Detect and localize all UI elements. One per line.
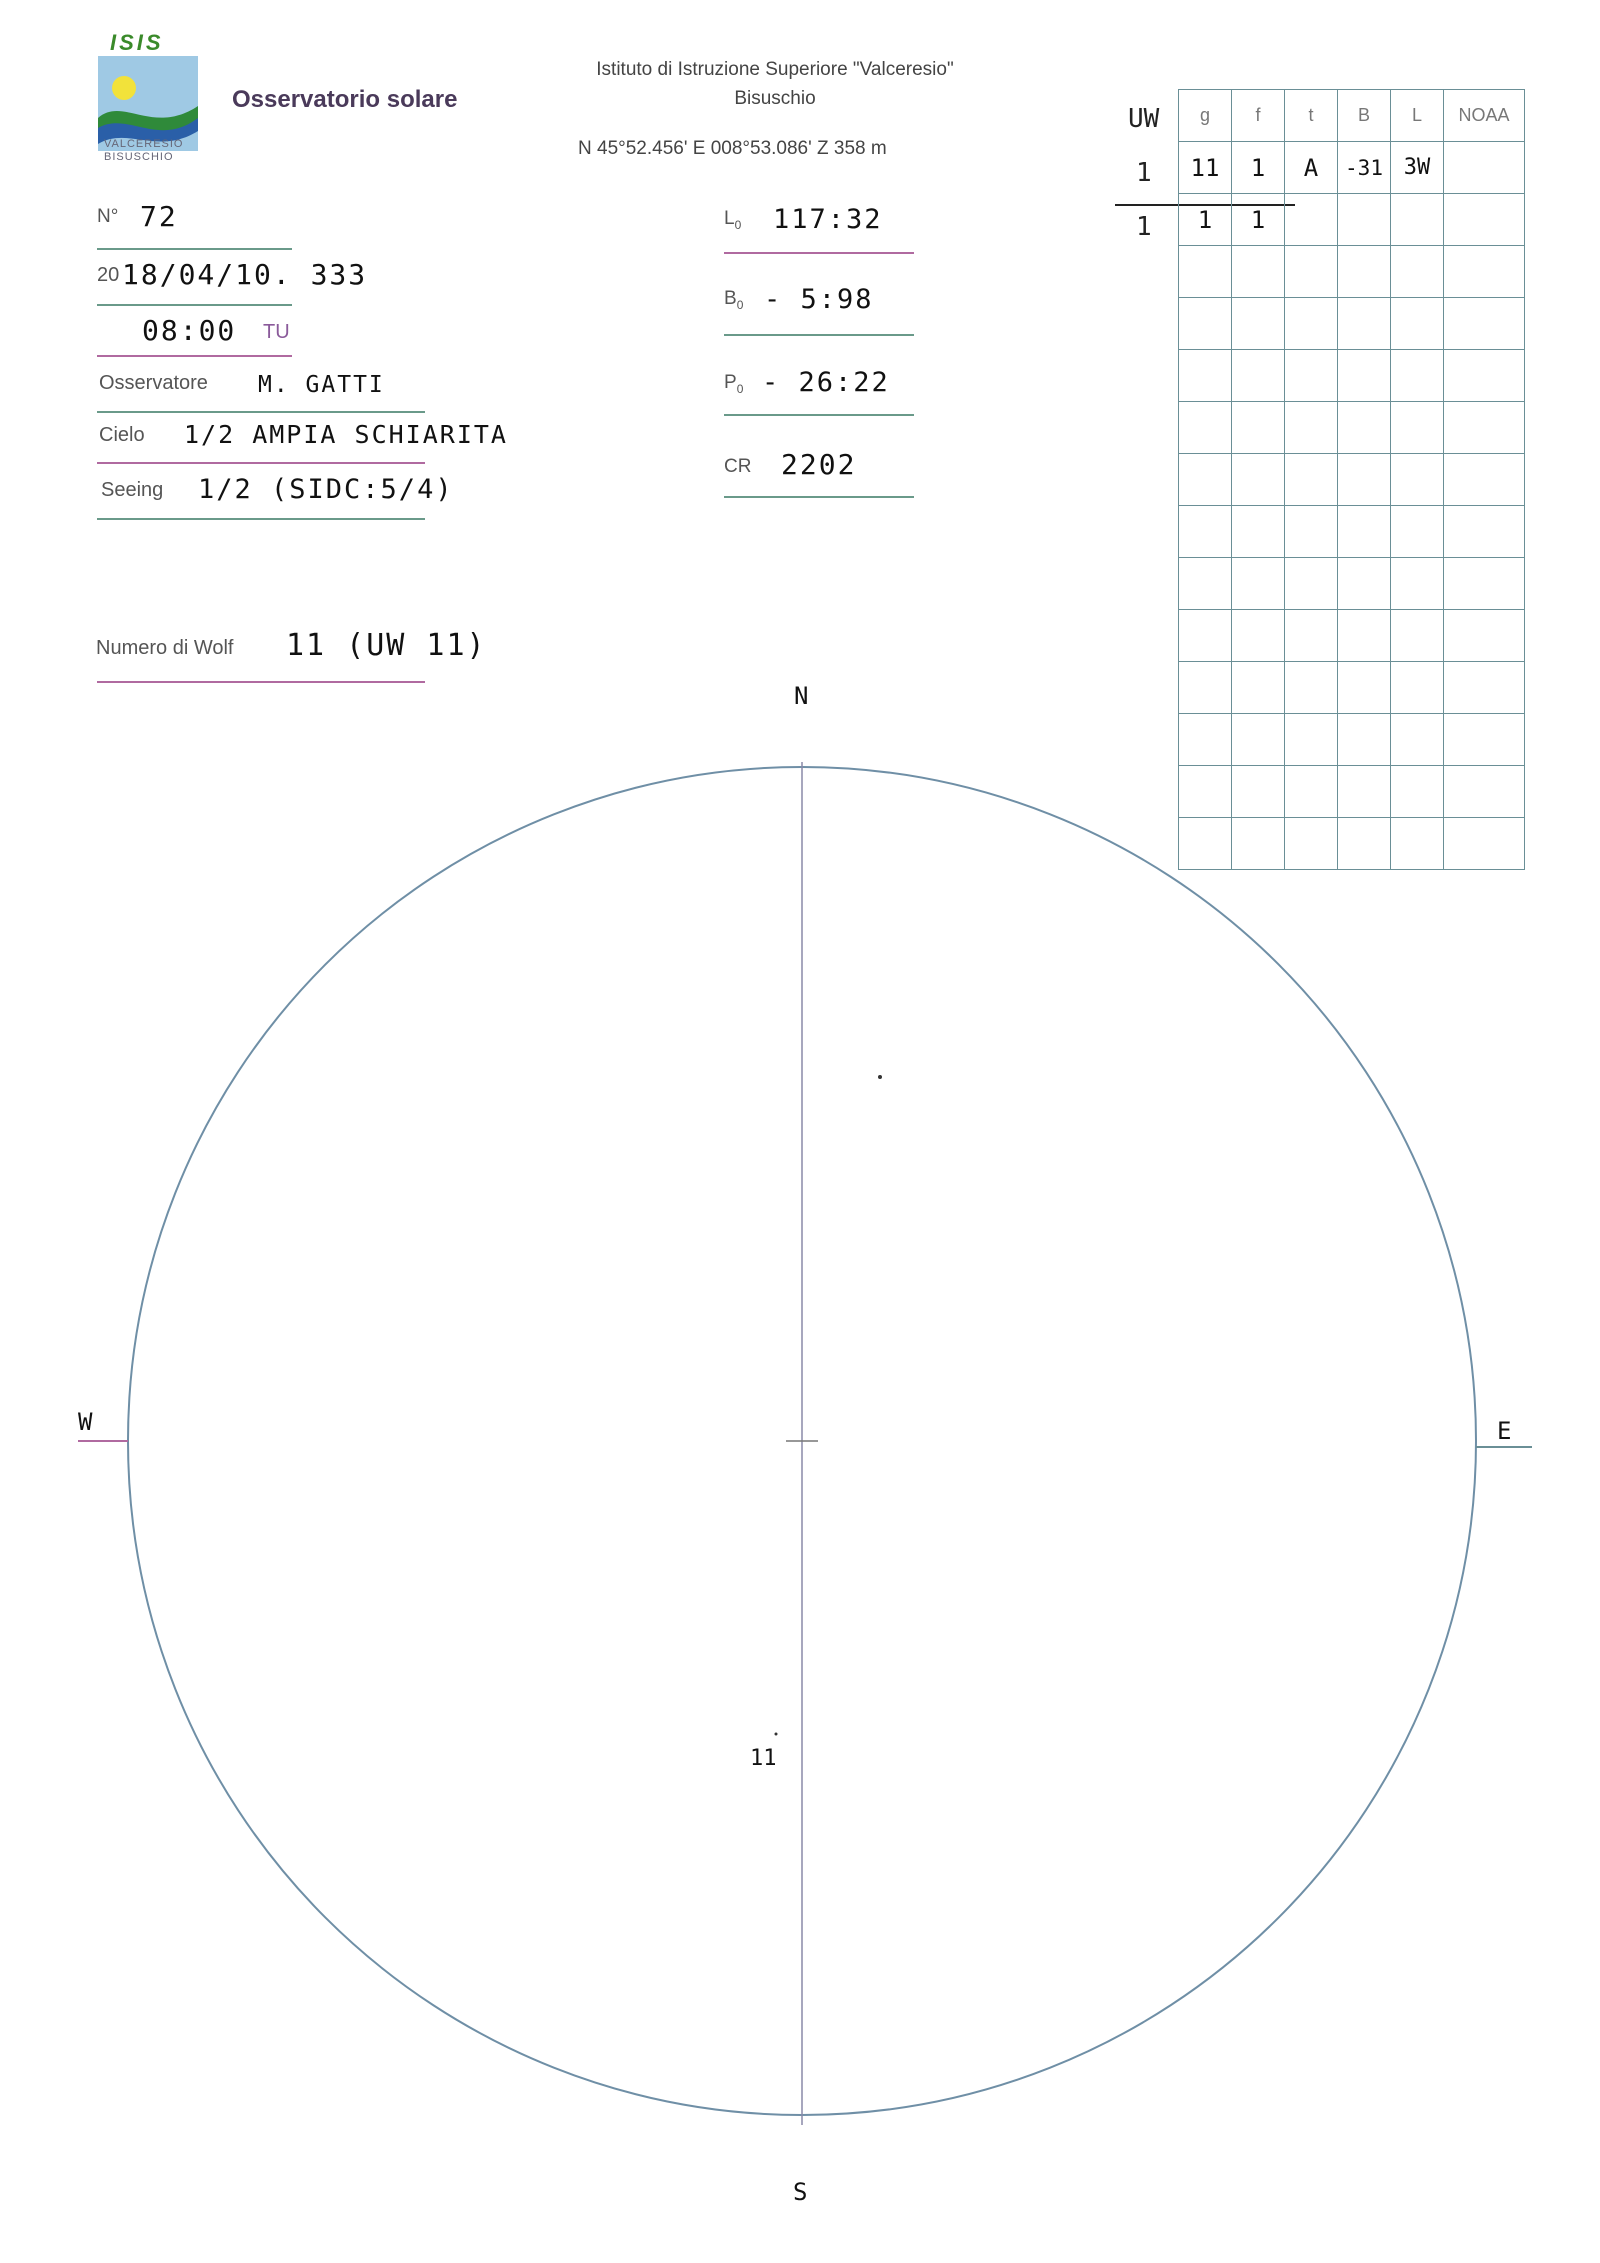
south-label: S <box>793 2178 808 2206</box>
uw-value-1: 1 <box>1136 158 1152 188</box>
logo-subtitle-1: VALCERESIO <box>104 138 184 150</box>
uw-value-2: 1 <box>1136 212 1152 242</box>
observer-label: Osservatore <box>99 372 208 394</box>
observatory-title: Osservatorio solare <box>232 86 458 113</box>
wolf-label: Numero di Wolf <box>96 637 234 659</box>
cr-value: 2202 <box>781 448 857 481</box>
site-coordinates: N 45°52.456' E 008°53.086' Z 358 m <box>578 138 887 159</box>
cell-g: 1 <box>1179 194 1232 246</box>
wolf-value: 11 (UW 11) <box>286 628 487 663</box>
time-unit: TU <box>263 321 290 343</box>
west-label: W <box>78 1408 93 1436</box>
header-l: L <box>1391 90 1444 142</box>
cell-f: 1 <box>1232 194 1285 246</box>
number-value: 72 <box>140 200 178 233</box>
cell-t: A <box>1285 142 1338 194</box>
uw-label: UW <box>1128 104 1160 134</box>
sky-label: Cielo <box>99 424 145 446</box>
group-label: 11 <box>750 1746 777 1771</box>
p0-label: $P_0$ <box>724 372 744 396</box>
cell-b: -31 <box>1338 142 1391 194</box>
header-noaa: NOAA <box>1444 90 1525 142</box>
header-f: f <box>1232 90 1285 142</box>
header-g: g <box>1179 90 1232 142</box>
l0-value: 117:32 <box>773 204 883 235</box>
east-label: E <box>1497 1417 1512 1445</box>
seeing-value: 1/2 (SIDC:5/4) <box>198 474 454 505</box>
logo-brand: ISIS <box>110 30 164 55</box>
header-t: t <box>1285 90 1338 142</box>
institute-name: Istituto di Istruzione Superiore "Valceresio" <box>596 59 954 80</box>
seeing-label: Seeing <box>101 479 164 501</box>
cell-g: 11 <box>1179 142 1232 194</box>
cr-label: CR <box>724 456 752 477</box>
p0-value: - 26:22 <box>762 367 890 398</box>
sky-value: 1/2 AMPIA SCHIARITA <box>184 420 508 449</box>
observer-value: M. GATTI <box>258 372 385 398</box>
sunspot-mark <box>878 1075 882 1079</box>
date-value: 18/04/10. 333 <box>122 258 368 291</box>
cell-l: 3W <box>1391 142 1444 194</box>
institute-town: Bisuschio <box>734 88 816 109</box>
date-prefix: 20 <box>97 264 120 286</box>
l0-label: $L_0$ <box>724 208 742 232</box>
north-label: N <box>794 682 809 710</box>
time-value: 08:00 <box>142 314 237 347</box>
header-b: B <box>1338 90 1391 142</box>
sunspot-mark <box>775 1733 778 1736</box>
cell-f: 1 <box>1232 142 1285 194</box>
b0-label: $B_0$ <box>724 288 744 312</box>
number-label: N° <box>97 206 119 227</box>
b0-value: - 5:98 <box>764 284 874 315</box>
logo-subtitle-2: BISUSCHIO <box>104 151 174 163</box>
